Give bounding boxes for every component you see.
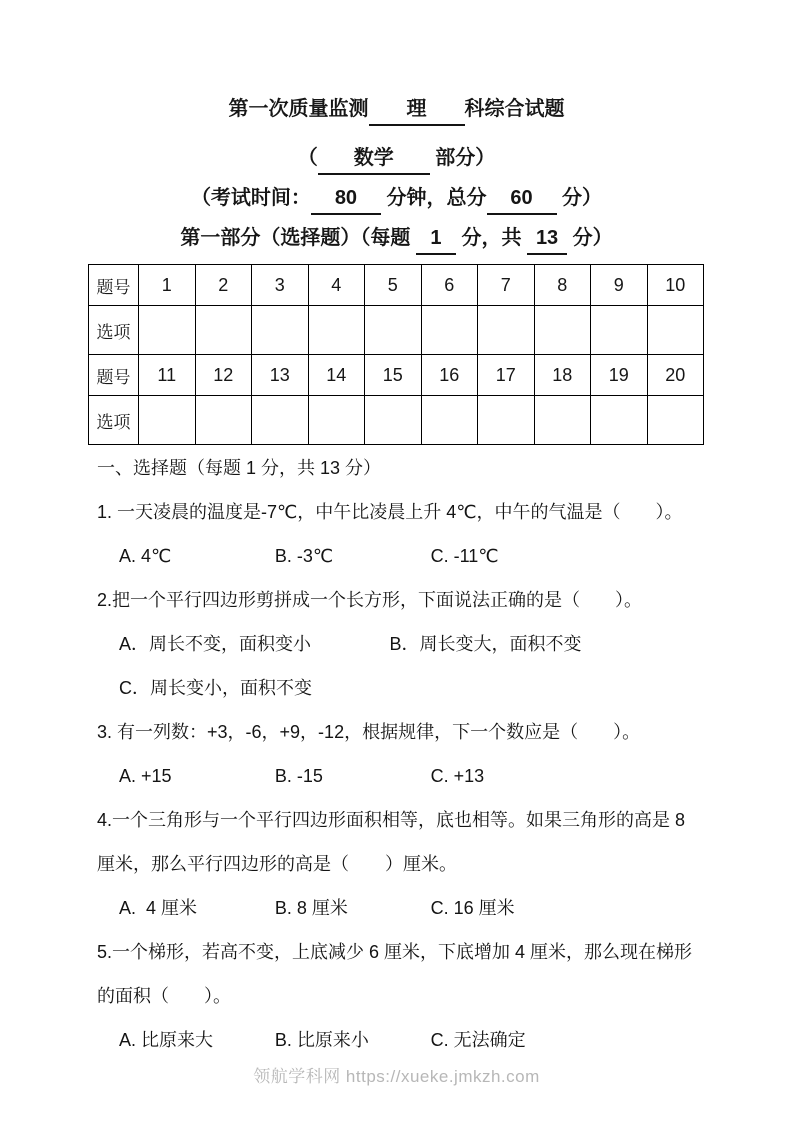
question-number-cell: 2 (195, 265, 252, 306)
option-b: B．周长变大，面积不变 (389, 634, 582, 654)
watermark-footer (0, 1062, 793, 1087)
title-blank-underline: 理 (369, 94, 465, 126)
question-3 (97, 710, 707, 798)
questions-section (0, 445, 793, 1062)
answer-cell (591, 306, 648, 355)
answer-table-row (89, 306, 704, 355)
question-number-cell: 6 (421, 265, 478, 306)
question-text: 5.一个梯形，若高不变，上底减少 6 厘米，下底增加 4 厘米，那么现在梯形的面积（ ）。 (97, 942, 693, 1006)
part-one-header (0, 223, 793, 255)
answer-cell (421, 306, 478, 355)
question-text: 4.一个三角形与一个平行四边形面积相等，底也相等。如果三角形的高是 8 厘米，那么平行四边形的高是（ ）厘米。 (97, 810, 691, 874)
question-number-cell: 14 (308, 355, 365, 396)
question-number-cell: 7 (478, 265, 535, 306)
subject-suffix: 部分） (429, 147, 496, 169)
option-b: B. 比原来小 (274, 1030, 369, 1050)
option-a: A. 4℃ (119, 546, 172, 566)
question-2-options-row-2 (97, 666, 707, 710)
question-number-cell: 10 (647, 265, 704, 306)
answer-cell (252, 306, 309, 355)
question-text: 2.把一个平行四边形剪拼成一个长方形，下面说法正确的是（ ）。 (97, 590, 643, 610)
row-label-cell: 题号 (89, 355, 139, 396)
question-text: 3. 有一列数：+3，-6，+9，-12，根据规律，下一个数应是（ ）。 (97, 722, 641, 742)
subject-line (0, 143, 793, 175)
question-4 (97, 798, 707, 930)
question-1-options (97, 534, 707, 578)
section-one-title: 一、选择题（每题 1 分，共 13 分） (97, 458, 382, 478)
answer-cell (534, 306, 591, 355)
option-c: C. -11℃ (430, 546, 499, 566)
question-number-cell: 17 (478, 355, 535, 396)
answer-cell (252, 396, 309, 445)
exam-time-label: （考试时间： (190, 187, 311, 209)
question-number-cell: 15 (365, 355, 422, 396)
question-number-cell: 12 (195, 355, 252, 396)
question-2 (97, 578, 707, 710)
answer-table-row (89, 265, 704, 306)
question-3-options (97, 754, 707, 798)
answer-cell (139, 306, 196, 355)
question-number-cell: 9 (591, 265, 648, 306)
answer-cell (195, 306, 252, 355)
answer-cell (591, 396, 648, 445)
subject-open-paren: （ (297, 147, 318, 169)
exam-info-suffix: 分） (556, 187, 603, 209)
exam-info-line (0, 183, 793, 215)
question-number-cell: 8 (534, 265, 591, 306)
title-prefix: 第一次质量监测 (228, 98, 369, 120)
option-a: A. +15 (119, 766, 172, 786)
question-1 (97, 490, 707, 578)
question-number-cell: 13 (252, 355, 309, 396)
question-number-cell: 4 (308, 265, 365, 306)
answer-sheet-table (88, 264, 704, 445)
exam-info-mid: 分钟，总分 (380, 187, 487, 209)
subject-blank-underline: 数学 (318, 143, 430, 175)
answer-cell (478, 306, 535, 355)
question-number-cell: 18 (534, 355, 591, 396)
answer-cell (365, 306, 422, 355)
option-a: A. 4 厘米 (119, 898, 198, 918)
answer-cell (421, 396, 478, 445)
question-number-cell: 1 (139, 265, 196, 306)
exam-title-line (0, 94, 793, 126)
total-score-blank-underline: 60 (487, 183, 557, 215)
part-header-suffix: 分） (567, 227, 613, 249)
option-c: C．周长变小，面积不变 (119, 678, 312, 698)
answer-cell (139, 396, 196, 445)
answer-cell (478, 396, 535, 445)
question-number-cell: 19 (591, 355, 648, 396)
answer-cell (308, 396, 365, 445)
option-c: C. 16 厘米 (430, 898, 515, 918)
question-5 (97, 930, 707, 1062)
option-b: B. -3℃ (274, 546, 334, 566)
question-5-options (97, 1018, 707, 1062)
option-b: B. 8 厘米 (274, 898, 348, 918)
answer-table-row (89, 396, 704, 445)
answer-cell (647, 396, 704, 445)
answer-cell (534, 396, 591, 445)
option-a: A．周长不变，面积变小 (119, 634, 312, 654)
question-4-options (97, 886, 707, 930)
answer-table-row (89, 355, 704, 396)
question-2-options-row-1 (97, 622, 707, 666)
part-header-mid: 分，共 (455, 227, 528, 249)
total-points-underline: 13 (527, 223, 567, 255)
exam-header (0, 0, 793, 255)
question-number-cell: 5 (365, 265, 422, 306)
title-suffix: 科综合试题 (464, 98, 565, 120)
answer-cell (308, 306, 365, 355)
question-text: 1. 一天凌晨的温度是-7℃，中午比凌晨上升 4℃，中午的气温是（ ）。 (97, 502, 683, 522)
watermark-text: 领航学科网 https://xueke.jmkzh.com (253, 1067, 540, 1086)
points-per-question-underline: 1 (416, 223, 456, 255)
row-label-cell: 选项 (89, 396, 139, 445)
row-label-cell: 选项 (89, 306, 139, 355)
row-label-cell: 题号 (89, 265, 139, 306)
duration-blank-underline: 80 (311, 183, 381, 215)
part-header-prefix: 第一部分（选择题）（每题 (180, 227, 416, 249)
question-number-cell: 16 (421, 355, 478, 396)
question-number-cell: 20 (647, 355, 704, 396)
option-b: B. -15 (274, 766, 323, 786)
question-number-cell: 11 (139, 355, 196, 396)
question-number-cell: 3 (252, 265, 309, 306)
answer-cell (365, 396, 422, 445)
option-c: C. 无法确定 (430, 1030, 526, 1050)
option-a: A. 比原来大 (119, 1030, 214, 1050)
answer-cell (195, 396, 252, 445)
answer-cell (647, 306, 704, 355)
option-c: C. +13 (430, 766, 485, 786)
